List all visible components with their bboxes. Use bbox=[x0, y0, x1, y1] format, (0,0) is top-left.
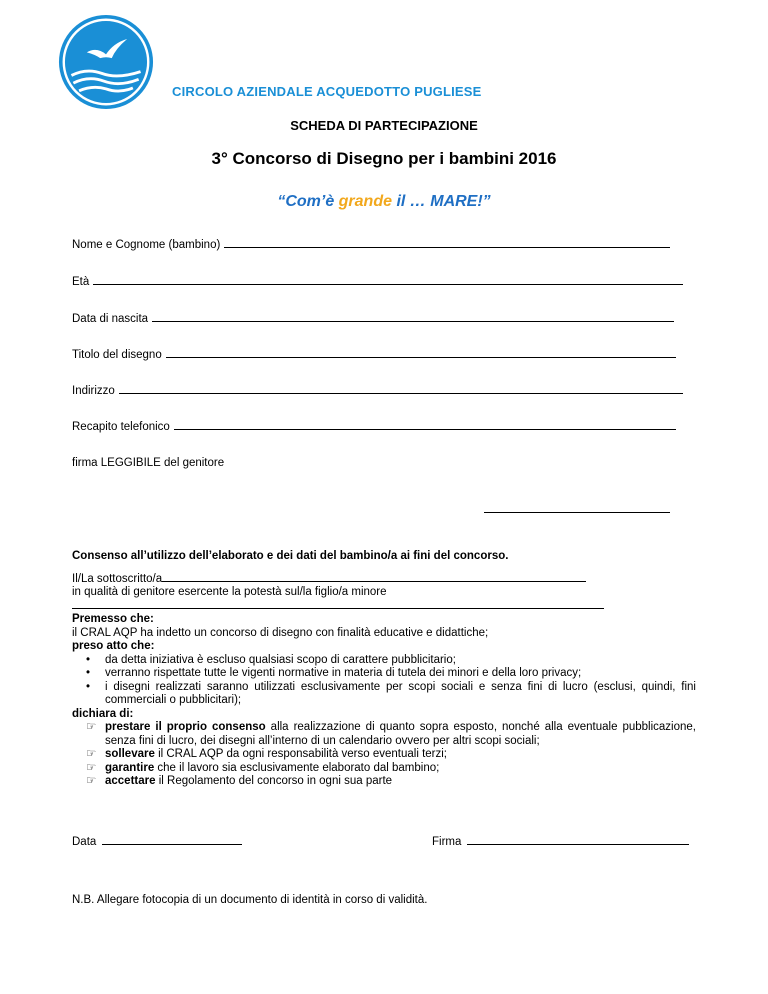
date-label: Data bbox=[72, 836, 97, 848]
field-input-line[interactable] bbox=[174, 428, 676, 430]
field-nome-cognome[interactable] bbox=[72, 239, 692, 251]
list-item: • i disegni realizzati saranno utilizzati esclusivamente per scopi sociali e senza fini di lucro (esclusi, quindi, fini commerciali o pubblicitari); bbox=[86, 680, 696, 706]
field-eta[interactable] bbox=[72, 276, 692, 288]
bullet-icon: • bbox=[86, 653, 91, 666]
form-title: SCHEDA DI PARTECIPAZIONE bbox=[290, 118, 478, 133]
list-item: • verranno rispettate tutte le vigenti normative in materia di tutela dei minori e della loro privacy; bbox=[86, 667, 582, 679]
consent-heading: Consenso all’utilizzo dell’elaborato e dei dati del bambino/a ai fini del concorso. bbox=[72, 550, 509, 562]
organization-name: CIRCOLO AZIENDALE ACQUEDOTTO PUGLIESE bbox=[172, 84, 482, 99]
preso-atto-label: preso atto che: bbox=[72, 640, 155, 652]
pointing-hand-icon: ☞ bbox=[86, 775, 97, 787]
field-label: Titolo del disegno bbox=[72, 349, 162, 361]
field-label: Nome e Cognome (bambino) bbox=[72, 239, 221, 251]
footer-note: N.B. Allegare fotocopia di un documento di identità in corso di validità. bbox=[72, 894, 428, 906]
contest-title: 3° Concorso di Disegno per i bambini 2016 bbox=[211, 149, 557, 168]
field-label: Indirizzo bbox=[72, 385, 115, 397]
undersigned-row[interactable] bbox=[72, 573, 696, 587]
field-indirizzo[interactable] bbox=[72, 385, 692, 397]
motto-grande: grande bbox=[338, 193, 392, 210]
date-signature-row bbox=[72, 836, 696, 848]
field-input-line[interactable] bbox=[152, 320, 674, 322]
field-input-line[interactable] bbox=[166, 356, 676, 358]
signature-input-line[interactable] bbox=[467, 843, 689, 845]
field-input-line[interactable] bbox=[119, 392, 683, 394]
list-item: ☞ sollevare il CRAL AQP da ogni responsabilità verso eventuali terzi; bbox=[86, 748, 448, 760]
parent-role-text: in qualità di genitore esercente la potestà sul/la figlio/a minore bbox=[72, 586, 387, 598]
premesso-text: il CRAL AQP ha indetto un concorso di disegno con finalità educative e didattiche; bbox=[72, 626, 489, 639]
field-recapito-telefonico[interactable] bbox=[72, 421, 692, 433]
field-data-nascita[interactable] bbox=[72, 313, 692, 325]
bullet-icon: • bbox=[86, 680, 91, 693]
pointing-hand-icon: ☞ bbox=[86, 721, 97, 733]
bullet-icon: • bbox=[86, 667, 91, 679]
motto-mare: MARE bbox=[430, 193, 478, 210]
field-input-line[interactable] bbox=[224, 246, 670, 248]
undersigned-input-line[interactable] bbox=[162, 580, 586, 582]
list-item: • da detta iniziativa è escluso qualsiasi scopo di carattere pubblicitario; bbox=[86, 653, 456, 666]
seagull-wave-logo-icon bbox=[58, 14, 154, 110]
undersigned-label: Il/La sottoscritto/a bbox=[72, 572, 163, 585]
contest-motto bbox=[0, 193, 768, 211]
motto-part: !” bbox=[477, 193, 491, 210]
list-item: ☞ accettare il Regolamento del concorso in ogni sua parte bbox=[86, 775, 393, 787]
pointing-hand-icon: ☞ bbox=[86, 748, 97, 760]
field-label: Età bbox=[72, 276, 90, 288]
child-name-input-line[interactable] bbox=[72, 607, 604, 609]
field-label: Data di nascita bbox=[72, 313, 149, 325]
parent-signature-label: firma LEGGIBILE del genitore bbox=[72, 457, 225, 469]
list-item: ☞ garantire che il lavoro sia esclusivamente elaborato dal bambino; bbox=[86, 761, 440, 774]
field-input-line[interactable] bbox=[93, 283, 683, 285]
date-input-line[interactable] bbox=[102, 843, 242, 845]
dichiara-label: dichiara di: bbox=[72, 707, 134, 720]
pointing-hand-icon: ☞ bbox=[86, 761, 97, 774]
consent-section bbox=[72, 550, 696, 789]
premesso-label: Premesso che: bbox=[72, 613, 154, 625]
preso-atto-list bbox=[72, 654, 696, 708]
parent-signature-line[interactable] bbox=[484, 512, 670, 513]
list-item: ☞ prestare il proprio consenso alla realizzazione di quanto sopra esposto, nonché alla eventuale pubblicazione, senza fini di lucro, dei disegni all’interno di un calendario ovvero per altri scopi sociali; bbox=[86, 721, 696, 747]
field-titolo-disegno[interactable] bbox=[72, 349, 692, 361]
dichiara-list bbox=[72, 721, 696, 789]
signature-label: Firma bbox=[432, 836, 462, 848]
motto-part: il … bbox=[392, 193, 431, 210]
field-label: Recapito telefonico bbox=[72, 421, 170, 433]
motto-part: “Com’è bbox=[277, 193, 339, 210]
